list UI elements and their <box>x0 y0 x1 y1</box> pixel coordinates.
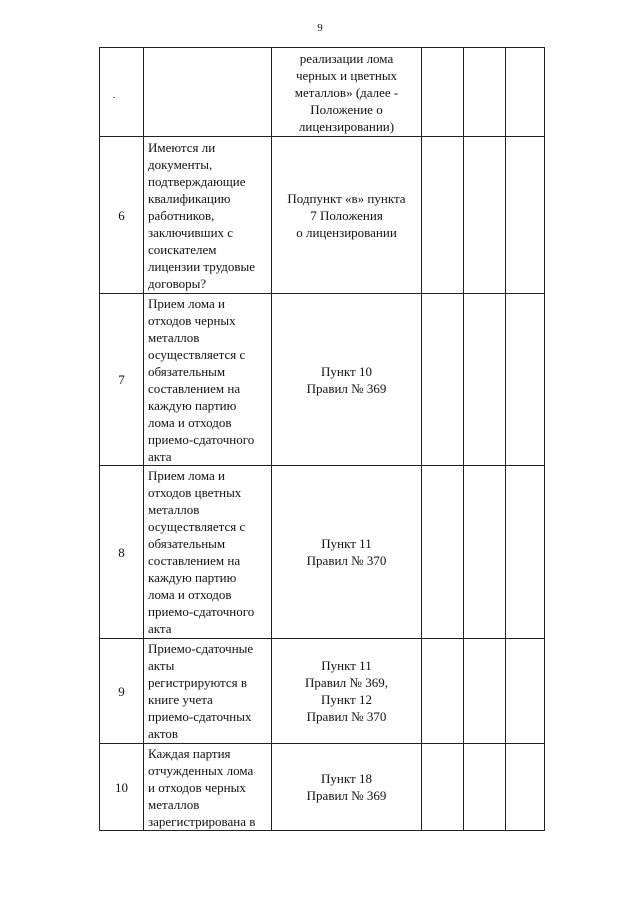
empty-cell <box>506 294 545 466</box>
row-number: 9 <box>100 639 144 744</box>
empty-cell <box>464 466 506 639</box>
empty-cell <box>422 137 464 294</box>
reference-cell: Пункт 11 Правил № 369, Пункт 12 Правил № 370 <box>272 639 422 744</box>
table-row <box>100 466 545 639</box>
question-cell: Прием лома и отходов черных металлов осуществляется с обязательным составлением на каждую партию лома и отходов приемо-сдаточного акта <box>144 294 272 466</box>
table-row <box>100 48 545 137</box>
reference-cell: Пункт 10 Правил № 369 <box>272 294 422 466</box>
empty-cell <box>464 639 506 744</box>
empty-cell <box>422 48 464 137</box>
empty-cell <box>506 639 545 744</box>
row-number: 7 <box>100 294 144 466</box>
row-number: 8 <box>100 466 144 639</box>
empty-cell <box>464 48 506 137</box>
page-number: 9 <box>317 22 323 34</box>
empty-cell <box>464 137 506 294</box>
reference-cell: Пункт 11 Правил № 370 <box>272 466 422 639</box>
question-cell: Имеются ли документы, подтверждающие квалификацию работников, заключивших с соискателем лицензии трудовые договоры? <box>144 137 272 294</box>
reference-cell: Подпункт «в» пункта 7 Положения о лицензировании <box>272 137 422 294</box>
row-number: 10 <box>100 744 144 831</box>
empty-cell <box>506 137 545 294</box>
question-cell: Приемо-сдаточные акты регистрируются в книге учета приемо-сдаточных актов <box>144 639 272 744</box>
empty-cell <box>464 744 506 831</box>
empty-cell <box>422 744 464 831</box>
question-cell <box>144 48 272 137</box>
empty-cell <box>422 294 464 466</box>
empty-cell <box>506 466 545 639</box>
table-row <box>100 744 545 831</box>
empty-cell <box>422 639 464 744</box>
row-number: 6 <box>100 137 144 294</box>
checklist-table <box>99 47 545 831</box>
empty-cell <box>506 48 545 137</box>
empty-cell <box>422 466 464 639</box>
empty-cell <box>464 294 506 466</box>
reference-cell: Пункт 18 Правил № 369 <box>272 744 422 831</box>
reference-cell: реализации лома черных и цветных металлов» (далее - Положение о лицензировании) <box>272 48 422 137</box>
empty-cell <box>506 744 545 831</box>
table-row <box>100 137 545 294</box>
question-cell: Прием лома и отходов цветных металлов осуществляется с обязательным составлением на каждую партию лома и отходов приемо-сдаточного акта <box>144 466 272 639</box>
question-cell: Каждая партия отчужденных лома и отходов черных металлов зарегистрирована в <box>144 744 272 831</box>
table-row <box>100 639 545 744</box>
row-number <box>100 48 144 137</box>
table-row <box>100 294 545 466</box>
